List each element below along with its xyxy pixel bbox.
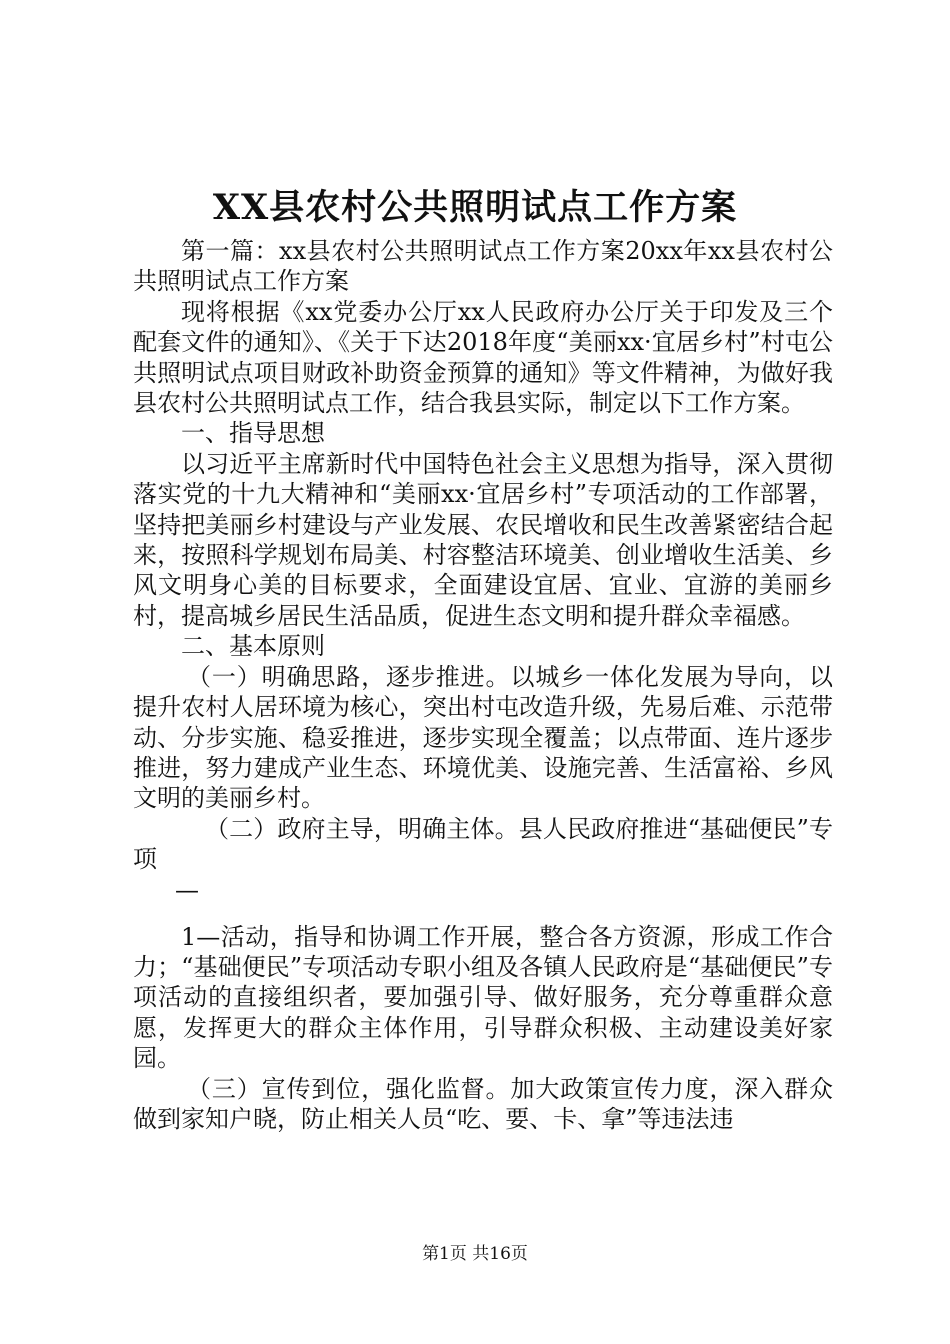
paragraph-principle-2: （二）政府主导，明确主体。县人民政府推进“基础便民”专项 [133, 814, 833, 874]
paragraph-principle-1: （一）明确思路，逐步推进。以城乡一体化发展为导向，以提升农村人居环境为核心，突出村屯改造升级，先易后难、示范带动、分步实施、稳妥推进，逐步实现全覆盖；以点带面、连片逐步推进，努力建成产业生态、环境优美、设施完善、生活富裕、乡风文明的美丽乡村。 [133, 662, 833, 813]
paragraph-principle-3: （三）宣传到位，强化监督。加大政策宣传力度，深入群众做到家知户晓，防止相关人员“吃、要、卡、拿”等违法违 [133, 1074, 833, 1133]
paragraph-principle-2-cont: 1—活动，指导和协调工作开展，整合各方资源，形成工作合力；“基础便民”专项活动专职小组及各镇人民政府是“基础便民”专项活动的直接组织者，要加强引导、做好服务，充分尊重群众意愿，发挥更大的群众主体作用，引导群众积极、主动建设美好家园。 [133, 922, 833, 1073]
heading-guiding-ideology: 一、指导思想 [181, 419, 325, 448]
paragraph-basis: 现将根据《xx党委办公厅xx人民政府办公厅关于印发及三个配套文件的通知》、《关于下达2018年度“美丽xx·宜居乡村”村屯公共照明试点项目财政补助资金预算的通知》等文件精神，为做好我县农村公共照明试点工作，结合我县实际，制定以下工作方案。 [133, 297, 833, 418]
page-footer: 第1页 共16页 [422, 1244, 528, 1264]
page-break-marker: — [175, 875, 199, 904]
document-body [133, 236, 833, 1134]
paragraph-guiding-ideology: 以习近平主席新时代中国特色社会主义思想为指导，深入贯彻落实党的十九大精神和“美丽xx·宜居乡村”专项活动的工作部署，坚持把美丽乡村建设与产业发展、农民增收和民生改善紧密结合起来，按照科学规划布局美、村容整洁环境美、创业增收生活美、乡风文明身心美的目标要求，全面建设宜居、宜业、宜游的美丽乡村，提高城乡居民生活品质，促进生态文明和提升群众幸福感。 [133, 449, 833, 630]
heading-basic-principles: 二、基本原则 [181, 632, 325, 661]
document-title: XX县农村公共照明试点工作方案 [212, 187, 738, 228]
paragraph-intro: 第一篇：xx县农村公共照明试点工作方案20xx年xx县农村公共照明试点工作方案 [133, 237, 833, 296]
